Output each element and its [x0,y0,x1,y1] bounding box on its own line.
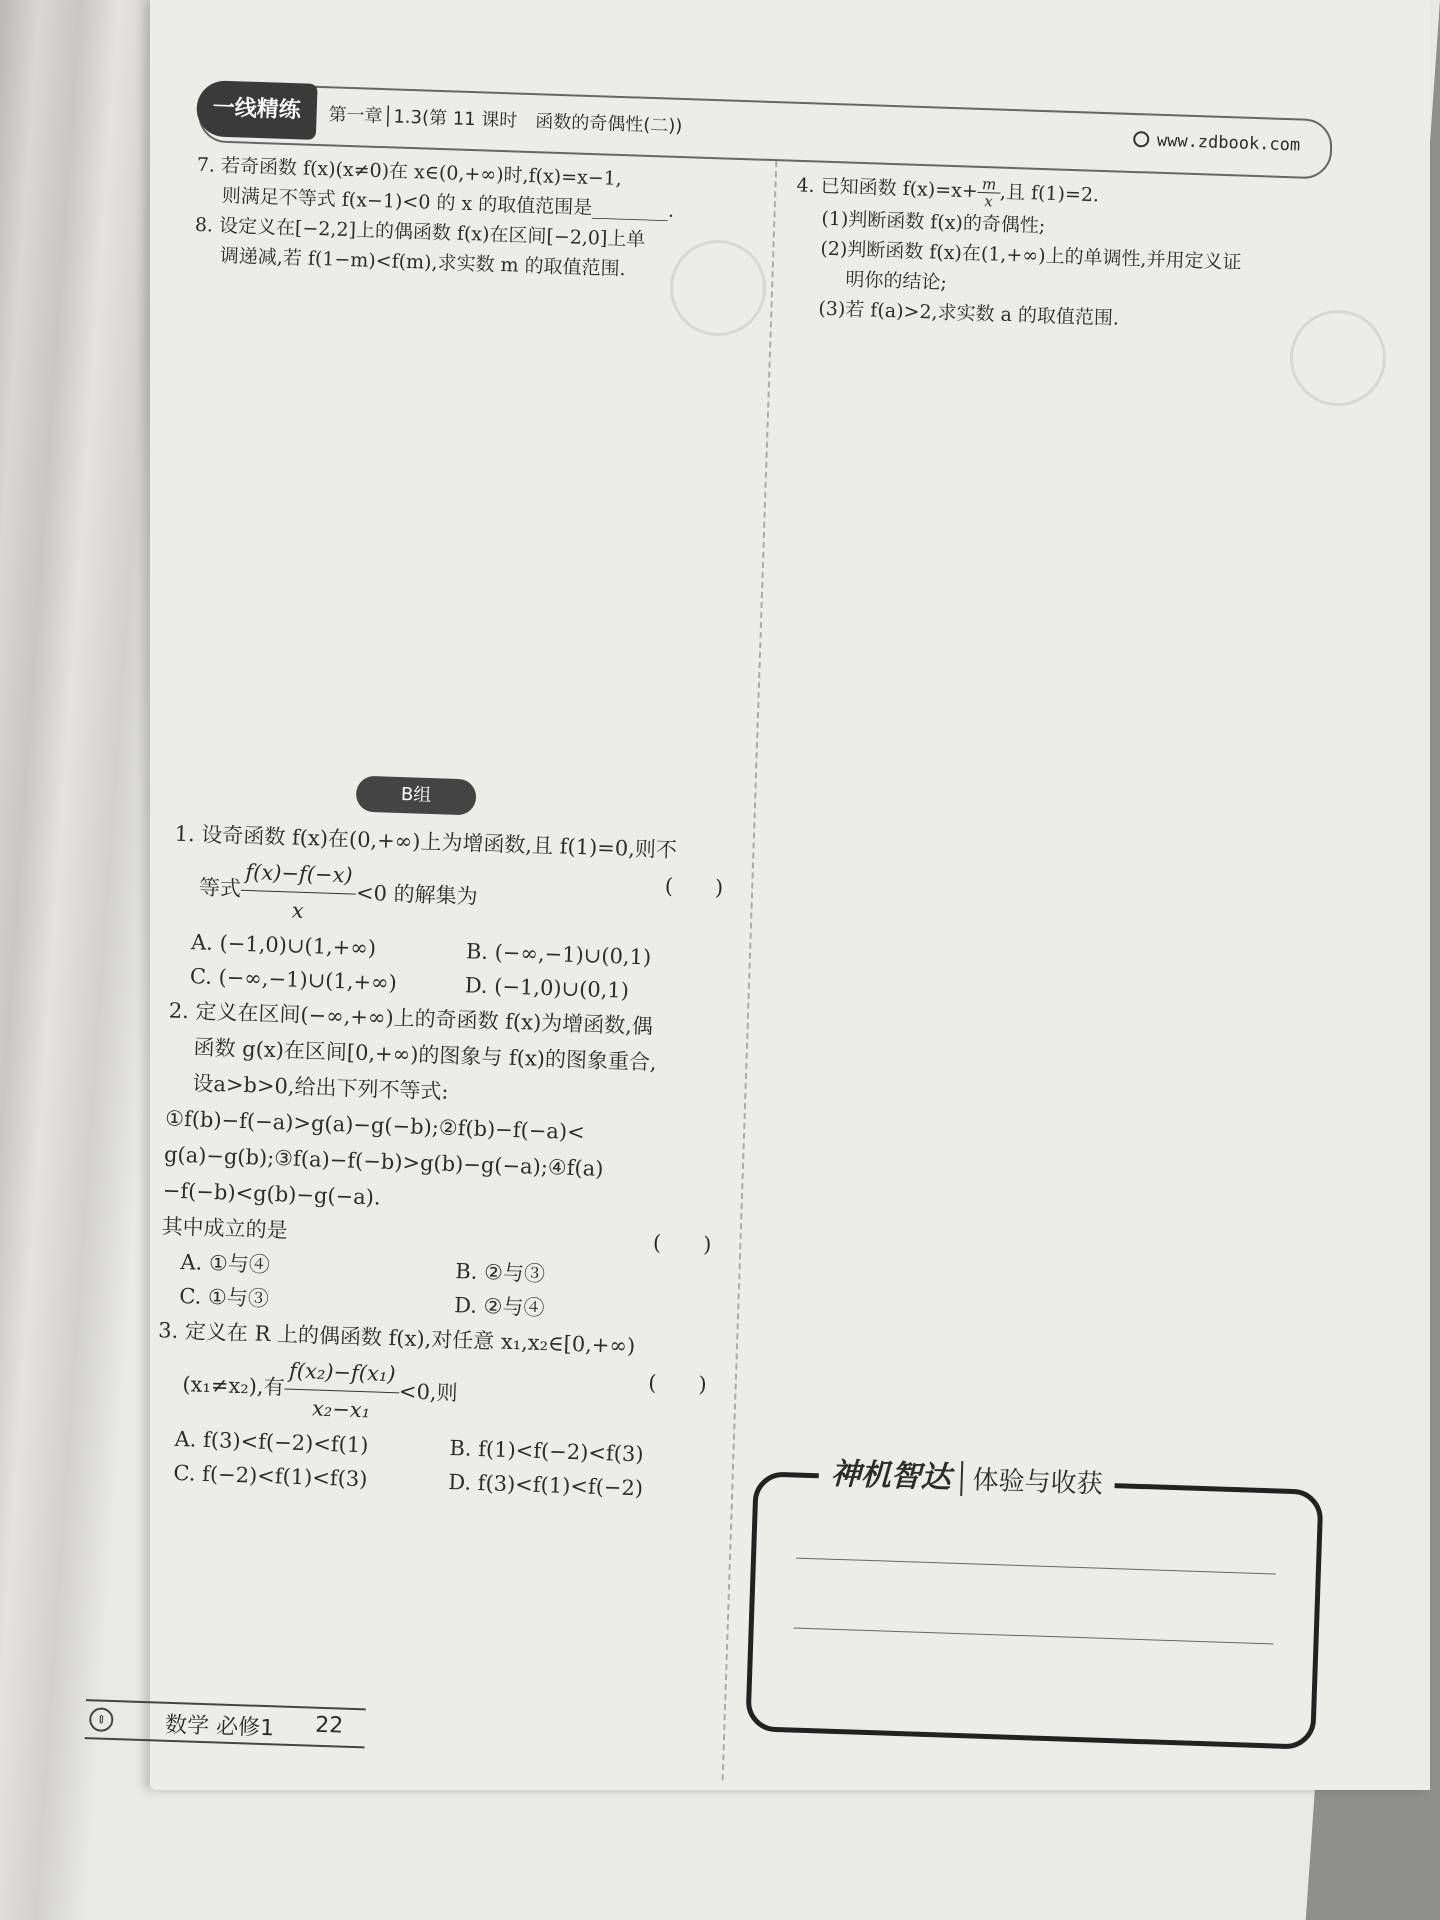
answer-bracket: ( ) [647,1370,708,1397]
answer-bracket: ( ) [652,1230,712,1257]
q4-part2: (2)判断函数 f(x)在(1,+∞)上的单调性,并用定义证 [820,237,1242,274]
b1-fraction: $\frac{f(x)-f(-x)}{x}$ [240,854,358,931]
option-b: B. (−∞,−1)∪(0,1) [465,939,652,970]
writing-line [794,1628,1274,1645]
b1-line2: 等式 $\frac{f(x)-f(-x)}{x}$ <0 的解集为 ( ) [172,852,734,944]
b3-line2: (x₁≠x₂),有 $\frac{\text{f(x₂)−f(x₁)}}{\text{x₂−x₁}}$ <0,则 ( ) [155,1348,717,1440]
option-a: A. (−1,0)∪(1,+∞) [190,930,377,961]
q8-line2: 调递减,若 f(1−m)<f(m),求实数 m 的取值范围. [219,244,626,281]
q7-line2: 则满足不等式 f(x−1)<0 的 x 的取值范围是________. [221,184,675,222]
option-c: C. (−∞,−1)∪(1,+∞) [189,964,398,996]
option-d: D. ②与④ [453,1293,545,1321]
answer-bracket: ( ) [664,873,724,900]
subject-label: 数学 必修1 [164,1712,275,1742]
textbook-page [96,0,1430,1790]
b3-line1: 3. 定义在 R 上的偶函数 f(x),对任意 x₁,x₂∈[0,+∞) [157,1318,636,1359]
b1-line1: 1. 设奇函数 f(x)在(0,+∞)上为增函数,且 f(1)=0,则不 [174,821,678,863]
option-d: D. (−1,0)∪(0,1) [464,973,630,1003]
reflection-box [745,1456,1323,1750]
group-b-badge: B组 [356,776,477,816]
q4-part2-cont: 明你的结论; [845,268,948,294]
b3-fraction: $\frac{\text{f(x₂)−f(x₁)}}{\text{x₂−x₁}}$ [283,1353,400,1430]
chapter-title: 第一章│1.3(第 11 课时 函数的奇偶性(二)) [328,104,683,138]
right-column [792,170,1357,341]
q4-part3: (3)若 f(a)>2,求实数 a 的取值范围. [818,297,1120,330]
page-content [83,70,1429,1832]
reflection-title: 神机智达 体验与收获 [818,1448,1115,1502]
brand-signature: 神机智达 [830,1457,963,1496]
page-nav-icon: ⇕ [89,1707,114,1732]
option-b: B. ②与③ [454,1259,546,1287]
q8-line1: 8. 设定义在[−2,2]上的偶函数 f(x)在区间[−2,0]上单 [194,213,646,251]
option-d: D. f(3)<f(1)<f(−2) [447,1470,644,1501]
page-footer [85,1699,366,1748]
b2-line: 设a>b>0,给出下列不等式: [192,1071,449,1104]
b2-line: 2. 定义在区间(−∞,+∞)上的奇函数 f(x)为增函数,偶 [168,998,654,1039]
answer-space [177,270,753,788]
b2-line: ①f(b)−f(−a)>g(a)−g(−b);②f(b)−f(−a)< [164,1106,586,1145]
q7-line1: 7. 若奇函数 f(x)(x≠0)在 x∈(0,+∞)时,f(x)=x−1, [196,153,623,191]
writing-line [796,1558,1276,1575]
left-column [153,150,757,1508]
search-icon [1133,131,1150,148]
b2-line: g(a)−g(b);③f(a)−f(−b)>g(b)−g(−a);④f(a) [163,1142,604,1181]
option-a: A. f(3)<f(−2)<f(1) [174,1426,369,1458]
option-b: B. f(1)<f(−2)<f(3) [449,1436,644,1467]
q4-part1: (1)判断函数 f(x)的奇偶性; [821,207,1046,238]
page-number: 22 [314,1712,344,1739]
q4-fraction: $\frac{m}{x}$ [977,176,1000,210]
option-c: C. ①与③ [178,1283,270,1311]
b2-line: 函数 g(x)在区间[0,+∞)的图象与 f(x)的图象重合, [193,1035,657,1075]
q4-stem: 4. 已知函数 f(x)=x+ $\frac{m}{x}$ ,且 f(1)=2. [796,174,1100,211]
b2-line: 其中成立的是 ( ) [161,1208,722,1263]
option-a: A. ①与④ [180,1250,271,1277]
b2-line: −f(−b)<g(b)−g(−a). [162,1178,382,1210]
option-c: C. f(−2)<f(1)<f(3) [173,1460,368,1492]
website: www.zdbook.com [1133,129,1301,156]
series-tab: 一线精练 [196,80,318,140]
